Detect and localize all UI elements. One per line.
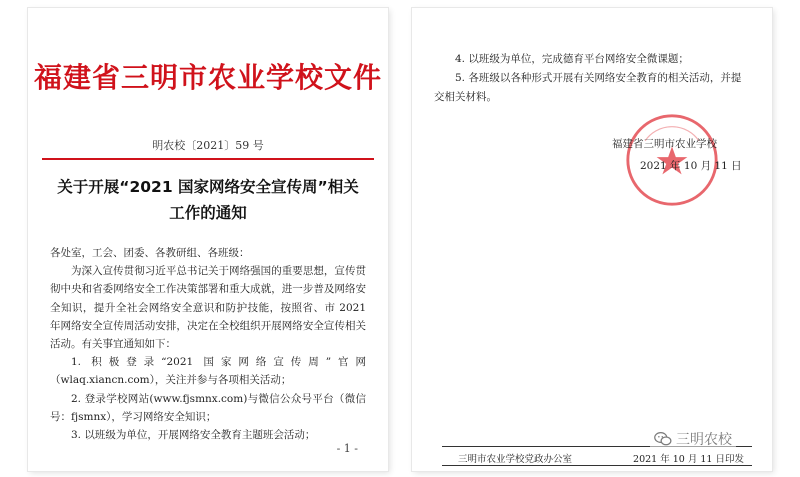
- document-number: 明农校〔2021〕59 号: [152, 139, 264, 152]
- footer-issuer: 三明市农业学校党政办公室: [458, 454, 573, 465]
- list-item: 4. 以班级为单位，完成德育平台网络安全微课题；: [455, 53, 689, 65]
- sign-date: 2021 年 10 月 11 日: [640, 160, 742, 172]
- document-title: [48, 174, 368, 226]
- header-red-rule: [42, 158, 374, 160]
- account-watermark: [650, 428, 736, 450]
- list-item: 5. 各班级以各种形式开展有关网络安全教育的相关活动，并提交相关材料。: [434, 72, 742, 103]
- intro-paragraph: 为深入宣传贯彻习近平总书记关于网络强国的重要思想，宣传贯彻中央和省委网络安全工作决策部署和重大成就，进一步普及网络安全知识，提升全社会网络安全意识和防护技能，按照省、市 2021 年网络安全宣传周活动安排，决定在全校组织开展网络安全宣传相关活动。有关事宜通知如下：: [50, 265, 366, 351]
- footer-rule-bottom: [442, 465, 752, 466]
- title-line-1: 关于开展“2021 国家网络安全宣传周”相关: [57, 178, 359, 196]
- title-line-2: 工作的通知: [169, 204, 247, 222]
- document-page-1: [28, 8, 388, 471]
- list-item: 2. 登录学校网站(www.fjsmnx.com)与微信公众号平台（微信号：fjsmnx），学习网络安全知识；: [50, 392, 366, 423]
- watermark-text: 三明农校: [676, 432, 732, 448]
- document-body: [50, 244, 366, 444]
- document-header: 福建省三明市农业学校文件: [33, 61, 382, 94]
- footer-issue-date: 2021 年 10 月 11 日印发: [633, 454, 744, 465]
- list-item: 1. 积极登录“2021 国家网络宣传周”官网（wlaq.xiancn.com），关注并参与各项相关活动；: [50, 356, 366, 387]
- document-body-continued: [434, 50, 750, 107]
- signer-name: 福建省三明市农业学校: [612, 138, 717, 150]
- salutation: 各处室，工会、团委、各教研组、各班级：: [50, 247, 250, 259]
- document-page-2: [412, 8, 772, 471]
- wechat-icon: [654, 431, 672, 447]
- page-number: - 1 -: [336, 442, 358, 455]
- list-item: 3. 以班级为单位，开展网络安全教育主题班会活动；: [71, 429, 316, 442]
